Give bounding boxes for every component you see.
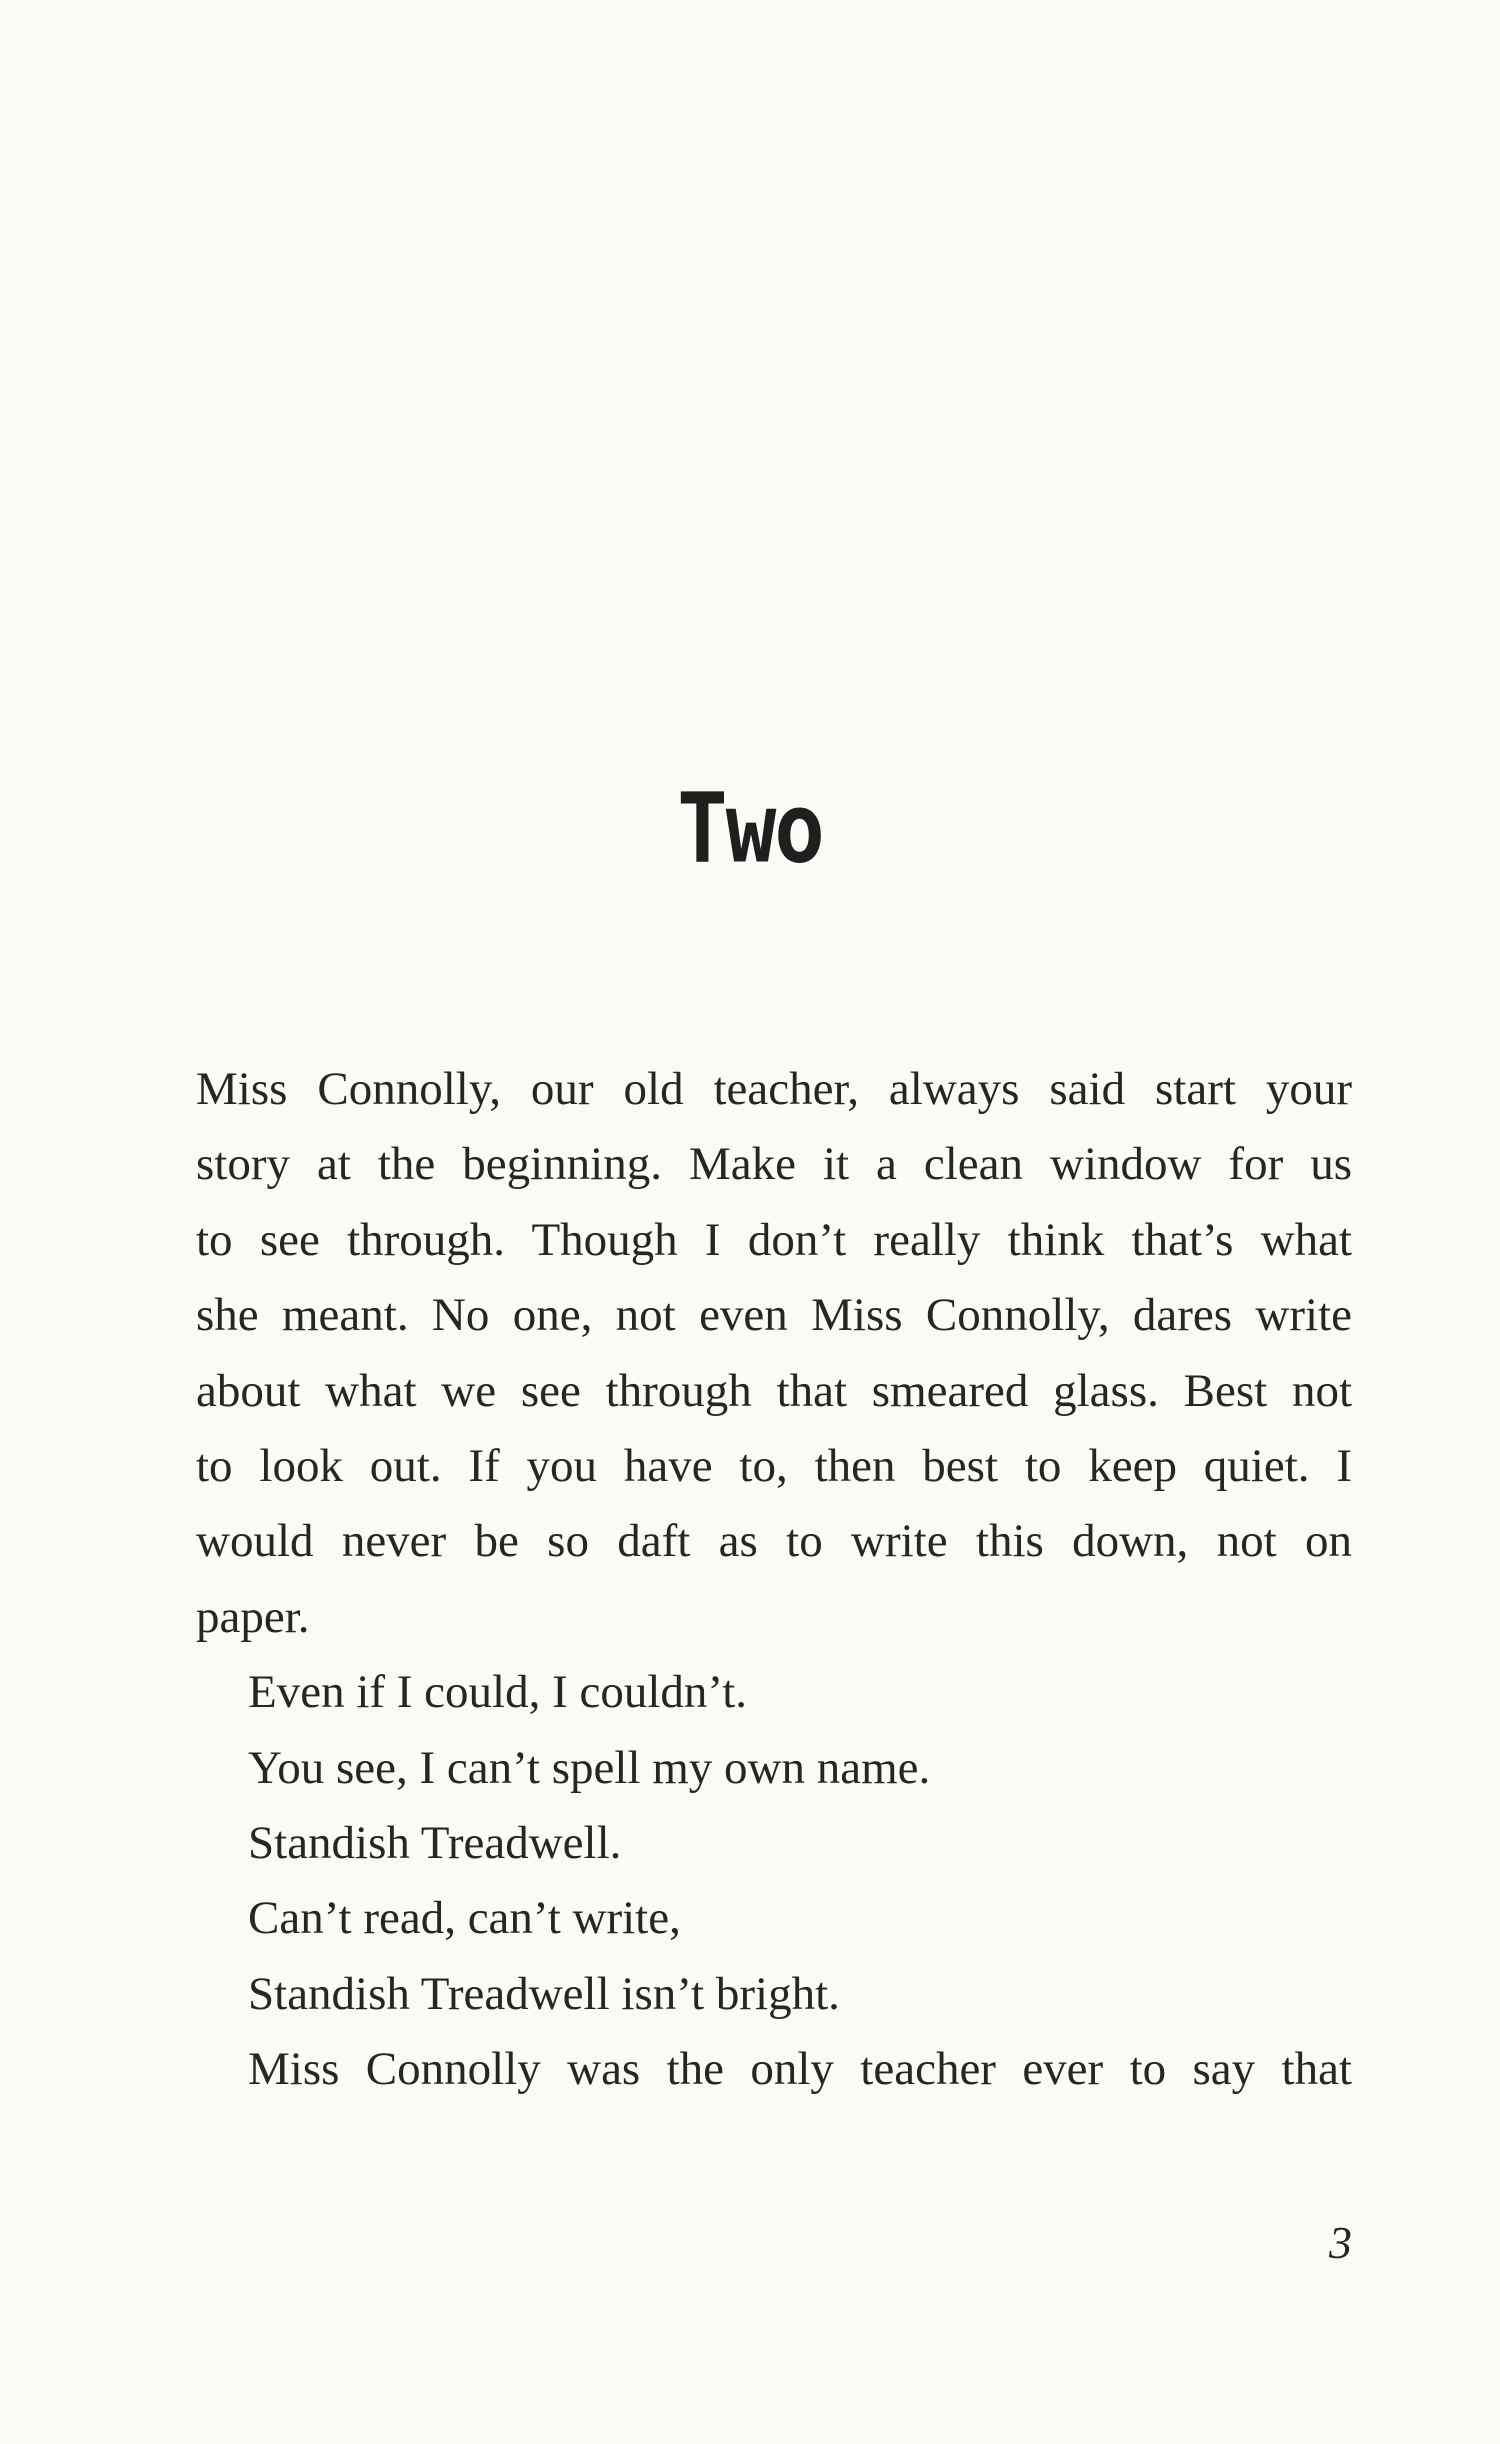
text-line: would never be so daft as to write this down, not on: [196, 1515, 1352, 1568]
text-line: Standish Treadwell isn’t bright.: [248, 1967, 840, 2020]
body-text: [196, 1052, 1352, 2107]
text-line: to see through. Though I don’t really think that’s what: [196, 1213, 1352, 1266]
text-line: to look out. If you have to, then best to keep quiet. I: [196, 1439, 1352, 1492]
text-line: Miss Connolly, our old teacher, always said start your: [196, 1063, 1352, 1115]
text-line: paper.: [196, 1590, 310, 1643]
page-number: 3: [1329, 2217, 1352, 2268]
text-line: about what we see through that smeared glass. Best not: [196, 1364, 1352, 1417]
text-line: Even if I could, I couldn’t.: [248, 1666, 748, 1719]
text-line: she meant. No one, not even Miss Connolly, dares write: [196, 1289, 1352, 1342]
text-line: Standish Treadwell.: [248, 1816, 622, 1869]
chapter-title: Two: [677, 771, 823, 885]
text-line: story at the beginning. Make it a clean window for us: [196, 1138, 1352, 1191]
text-line: You see, I can’t spell my own name.: [248, 1741, 931, 1794]
text-line: Can’t read, can’t write,: [248, 1892, 681, 1945]
text-line: Miss Connolly was the only teacher ever to say that: [248, 2043, 1352, 2096]
